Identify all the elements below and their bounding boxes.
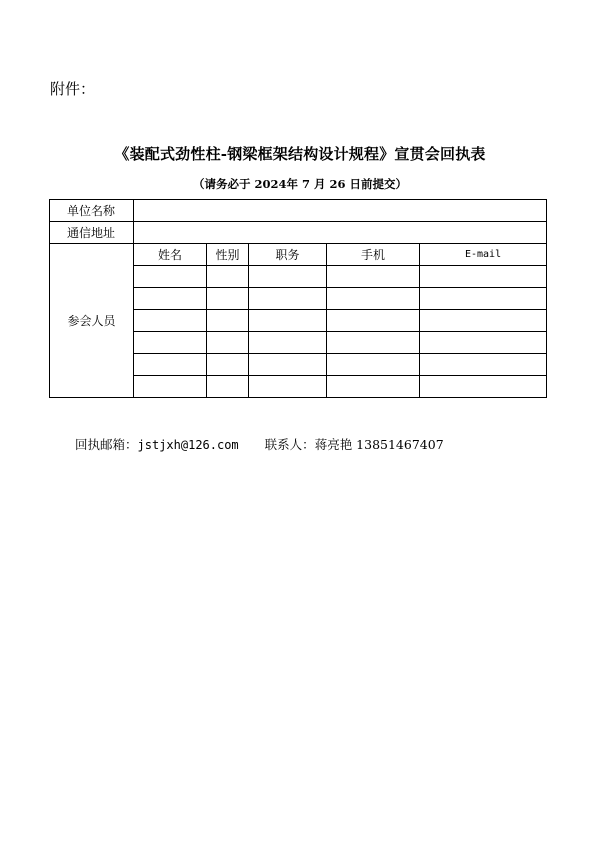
- attendee-gender-cell[interactable]: [207, 354, 249, 376]
- address-field[interactable]: [134, 222, 547, 244]
- attendee-position-cell[interactable]: [249, 266, 327, 288]
- attendee-email-cell[interactable]: [420, 310, 547, 332]
- unit-name-field[interactable]: [134, 200, 547, 222]
- document-title: 《装配式劲性柱-钢梁框架结构设计规程》宣贯会回执表: [114, 145, 486, 163]
- column-header-phone: 手机: [327, 244, 420, 266]
- attendee-phone-cell[interactable]: [327, 288, 420, 310]
- attendee-phone-cell[interactable]: [327, 310, 420, 332]
- attendee-email-cell[interactable]: [420, 376, 547, 398]
- attendee-email-cell[interactable]: [420, 354, 547, 376]
- address-row: [50, 222, 547, 244]
- attendee-position-cell[interactable]: [249, 354, 327, 376]
- attendee-phone-cell[interactable]: [327, 354, 420, 376]
- column-header-gender: 性别: [207, 244, 249, 266]
- attendee-gender-cell[interactable]: [207, 288, 249, 310]
- attendee-phone-cell[interactable]: [327, 266, 420, 288]
- attendee-name-cell[interactable]: [134, 376, 207, 398]
- attendee-email-cell[interactable]: [420, 266, 547, 288]
- attendee-gender-cell[interactable]: [207, 332, 249, 354]
- contact-person-label: 联系人：: [264, 437, 315, 452]
- footer-contact-info: [75, 435, 444, 453]
- submission-deadline-note: （请务必于 2024年 7 月 26 日前提交）: [192, 177, 408, 191]
- attendee-name-cell[interactable]: [134, 310, 207, 332]
- attendee-position-cell[interactable]: [249, 332, 327, 354]
- attendee-email-cell[interactable]: [420, 332, 547, 354]
- attachment-label: 附件：: [50, 80, 96, 98]
- attendee-gender-cell[interactable]: [207, 266, 249, 288]
- attendee-position-cell[interactable]: [249, 288, 327, 310]
- attendee-email-cell[interactable]: [420, 288, 547, 310]
- address-label: 通信地址: [50, 222, 134, 244]
- column-header-name: 姓名: [134, 244, 207, 266]
- attendee-position-cell[interactable]: [249, 310, 327, 332]
- unit-name-row: [50, 200, 547, 222]
- registration-form-table: [49, 199, 547, 398]
- unit-name-label: 单位名称: [50, 200, 134, 222]
- return-email-label: 回执邮箱：: [75, 437, 138, 452]
- attendee-name-cell[interactable]: [134, 354, 207, 376]
- column-header-email: E-mail: [420, 244, 547, 266]
- attendee-position-cell[interactable]: [249, 376, 327, 398]
- contact-person-value: 蒋亮艳 13851467407: [314, 437, 444, 452]
- attendee-gender-cell[interactable]: [207, 376, 249, 398]
- return-email-value[interactable]: jstjxh@126.com: [137, 438, 239, 452]
- attendee-header-row: [50, 244, 547, 266]
- column-header-position: 职务: [249, 244, 327, 266]
- attendee-phone-cell[interactable]: [327, 332, 420, 354]
- attendee-name-cell[interactable]: [134, 288, 207, 310]
- attendees-label: 参会人员: [50, 244, 134, 398]
- attendee-name-cell[interactable]: [134, 332, 207, 354]
- attendee-gender-cell[interactable]: [207, 310, 249, 332]
- attendee-name-cell[interactable]: [134, 266, 207, 288]
- attendee-phone-cell[interactable]: [327, 376, 420, 398]
